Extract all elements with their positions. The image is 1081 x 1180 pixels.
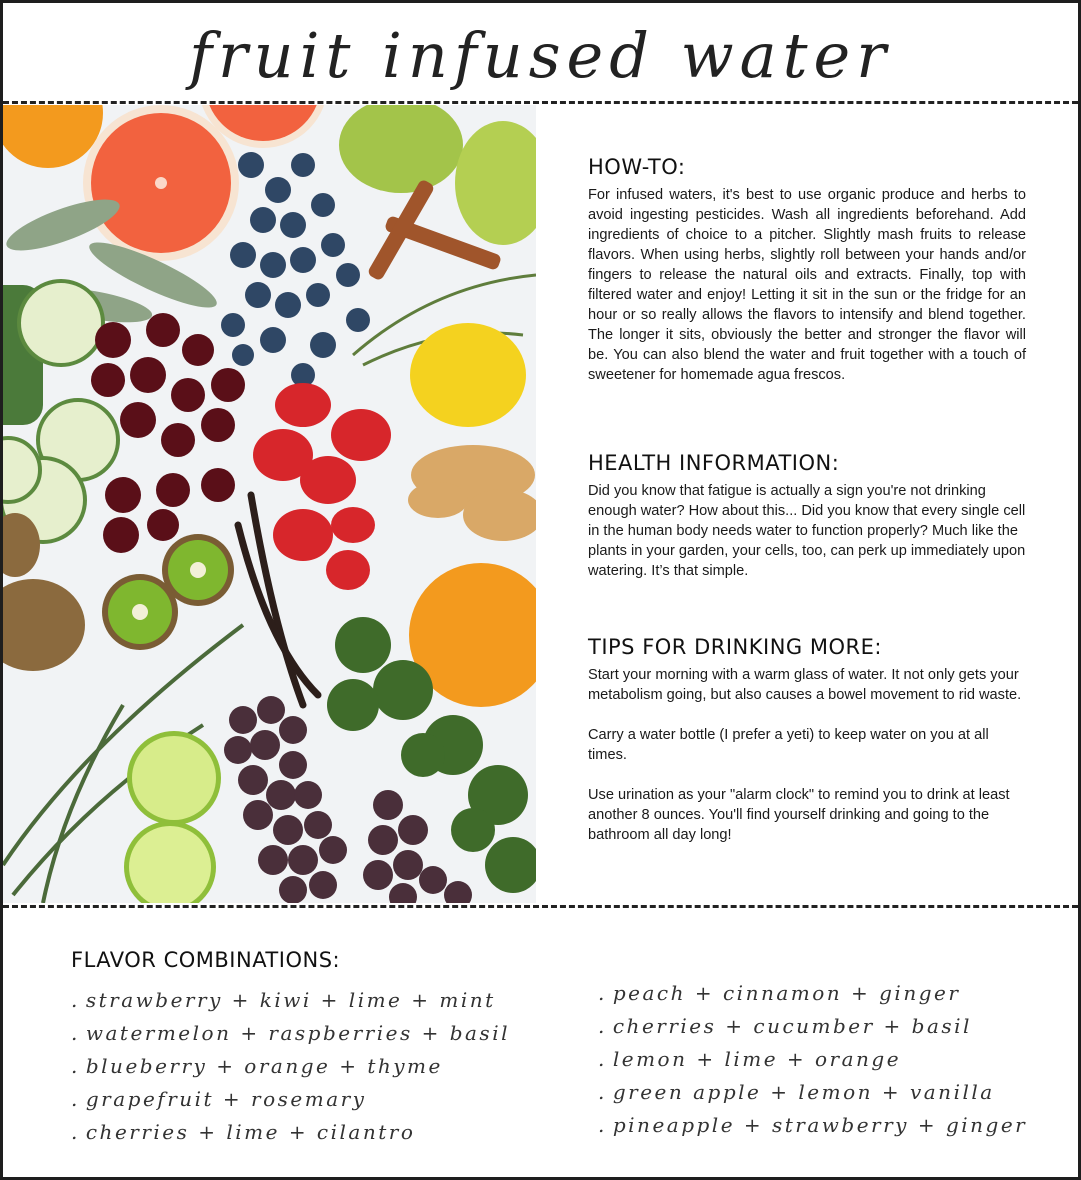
fruit-herb-photo [3, 105, 536, 903]
bullet: . [598, 1113, 607, 1137]
bullet: . [598, 1014, 607, 1038]
bullet: . [71, 988, 80, 1012]
bullet: . [598, 981, 607, 1005]
howto-body: For infused waters, it's best to use organic produce and herbs to avoid ingesting pesticides. Wash all ingredients beforehand. Add ingredients of choice to a pitcher. Slightly mash fruits to release flavors. When using herbs, slightly roll between your hands and/or fingers to release the natural oils and extracts. Finally, top with filtered water and enjoy! Letting it sit in the sun or the fridge for an hour or so really allows the flavors to intensify and blend together. The longer it sits, obviously the better and stronger the flavor will be. You can also blend the water and fruit together with a touch of sweetener for homemade agua frescos. [588, 187, 1026, 383]
lemon [410, 323, 526, 427]
flavor-item [598, 1043, 1048, 1076]
flavor-text: peach + cinnamon + ginger [612, 981, 961, 1005]
tip-paragraph: Start your morning with a warm glass of water. It not only gets your metabolism going, but also causes a bowel movement to rid waste. [588, 667, 1022, 703]
dashed-divider-top [3, 101, 1078, 104]
health-body: Did you know that fatigue is actually a sign you're not drinking enough water? How about this... Did you know that every single cell in the human body needs water to function properly? Much like the plants in your garden, your cells, too, can perk up immediately upon watering. It’s that simple. [588, 483, 1026, 579]
flavor-item [598, 977, 1048, 1010]
bullet: . [71, 1087, 80, 1111]
flavor-item [71, 984, 551, 1017]
tips-section [588, 635, 1026, 865]
bullet: . [598, 1047, 607, 1071]
bullet: . [71, 1021, 80, 1045]
grapefruit-half [83, 105, 239, 261]
flavor-item [71, 1017, 551, 1050]
health-section [588, 451, 1026, 581]
flavor-text: pineapple + strawberry + ginger [612, 1113, 1028, 1137]
howto-section [588, 155, 1026, 385]
page-title: fruit infused water [189, 18, 892, 92]
flavor-item [71, 1050, 551, 1083]
flavor-text: grapefruit + rosemary [85, 1087, 367, 1111]
flavor-text: strawberry + kiwi + lime + mint [85, 988, 496, 1012]
flavor-item [598, 1010, 1048, 1043]
flavor-item [71, 1083, 551, 1116]
flavor-item [71, 1116, 551, 1149]
flavor-list-right [598, 977, 1048, 1142]
tip-paragraph: Carry a water bottle (I prefer a yeti) to keep water on you at all times. [588, 727, 989, 763]
bullet: . [598, 1080, 607, 1104]
flavor-list-left [71, 984, 551, 1149]
flavor-item [598, 1076, 1048, 1109]
howto-heading: HOW-TO: [588, 155, 686, 179]
flavor-text: cherries + cucumber + basil [612, 1014, 972, 1038]
flavor-text: watermelon + raspberries + basil [85, 1021, 510, 1045]
flavor-combinations-section [71, 948, 1051, 1144]
bullet: . [71, 1120, 80, 1144]
flavor-text: lemon + lime + orange [612, 1047, 902, 1071]
bullet: . [71, 1054, 80, 1078]
flavors-heading: FLAVOR COMBINATIONS: [71, 948, 341, 972]
tip-paragraph: Use urination as your "alarm clock" to remind you to drink at least another 8 ounces. You'll find yourself drinking and going to the bathroom all day long! [588, 787, 1010, 843]
flavor-text: green apple + lemon + vanilla [612, 1080, 995, 1104]
health-heading: HEALTH INFORMATION: [588, 451, 840, 475]
flavor-text: blueberry + orange + thyme [85, 1054, 443, 1078]
tips-heading: TIPS FOR DRINKING MORE: [588, 635, 882, 659]
dashed-divider-bottom [3, 905, 1078, 908]
flavor-text: cherries + lime + cilantro [85, 1120, 416, 1144]
flavor-item [598, 1109, 1048, 1142]
